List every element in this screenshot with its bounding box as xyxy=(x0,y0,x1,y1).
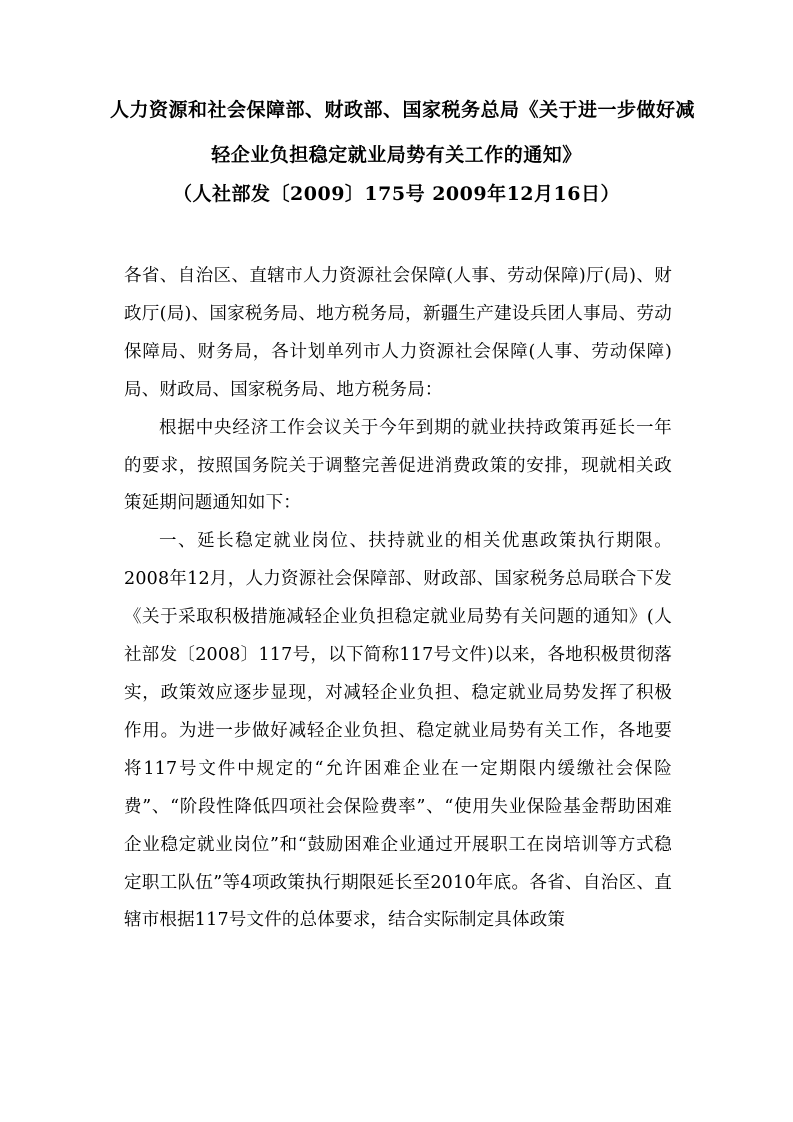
document-body xyxy=(124,258,672,940)
body-paragraph-1: 根据中央经济工作会议关于今年到期的就业扶持政策再延长一年的要求，按照国务院关于调整完善促进消费政策的安排，现就相关政策延期问题通知如下： xyxy=(124,417,672,514)
addressee-paragraph: 各省、自治区、直辖市人力资源社会保障(人事、劳动保障)厅(局)、财政厅(局)、国家税务局、地方税务局，新疆生产建设兵团人事局、劳动保障局、财务局，各计划单列市人力资源社会保障(人事、劳动保障)局、财政局、国家税务局、地方税务局： xyxy=(124,266,672,400)
document-reference-number: （人社部发〔2009〕175号 2009年12月16日） xyxy=(173,183,620,205)
document-title-line-2: 轻企业负担稳定就业局势有关工作的通知》 xyxy=(211,144,582,166)
document-title-line-1: 人力资源和社会保障部、财政部、国家税务总局《关于进一步做好减 xyxy=(110,99,696,121)
body-paragraph-2: 一、延长稳定就业岗位、扶持就业的相关优惠政策执行期限。2008年12月，人力资源社会保障部、财政部、国家税务总局联合下发《关于采取积极措施减轻企业负担稳定就业局势有关问题的通知》(人社部发〔2008〕117号，以下简称117号文件)以来，各地积极贯彻落实，政策效应逐步显现，对减轻企业负担、稳定就业局势发挥了积极作用。为进一步做好减轻企业负担、稳定就业局势有关工作，各地要将117号文件中规定的“允许困难企业在一定期限内缓缴社会保险费”、“阶段性降低四项社会保险费率”、“使用失业保险基金帮助困难企业稳定就业岗位”和“鼓励困难企业通过开展职工在岗培训等方式稳定职工队伍”等4项政策执行期限延长至2010年底。各省、自治区、直辖市根据117号文件的总体要求，结合实际制定具体政策 xyxy=(124,531,672,931)
